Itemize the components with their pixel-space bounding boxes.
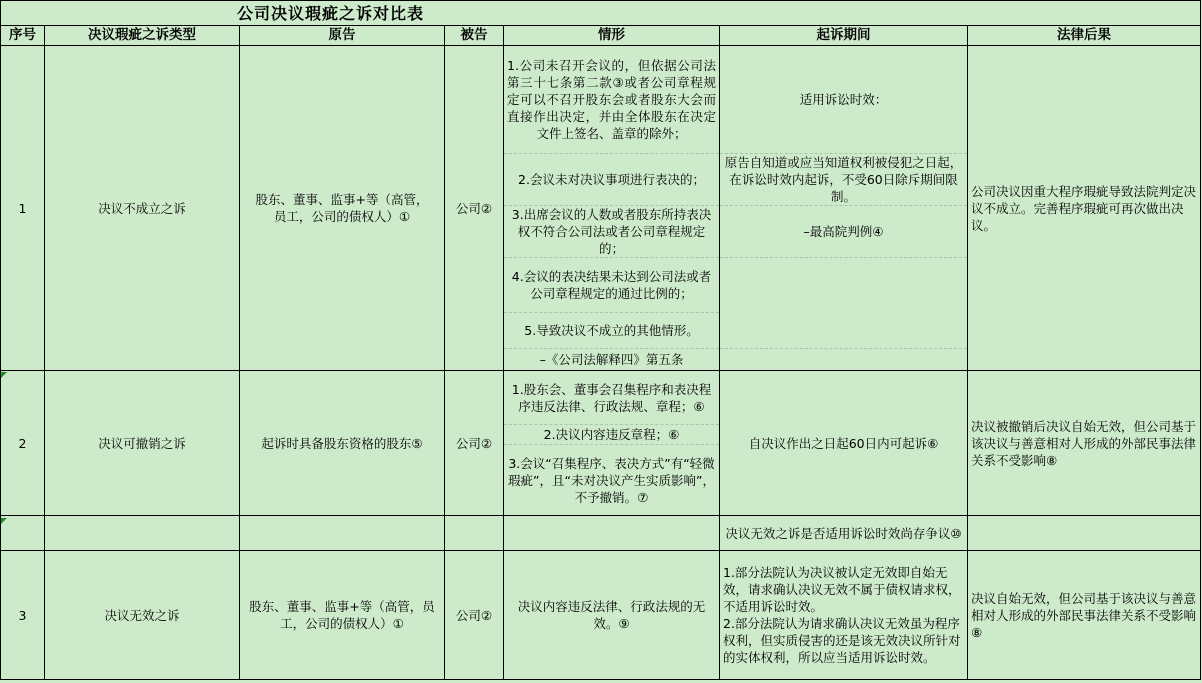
cell-situation[interactable]: 决议内容违反法律、行政法规的无效。⑨	[504, 551, 720, 680]
header-row	[1, 26, 1201, 46]
period-item	[720, 349, 967, 370]
cell-seq-blank[interactable]	[1, 516, 45, 551]
cell-period[interactable]: 1.部分法院认为决议被认定无效即自始无效，请求确认决议无效不属于债权请求权，不适用诉讼时效。 2.部分法院认为请求确认决议无效虽为程序权利，但实质侵害的还是该无效决议所针对的实体权利，所以应当适用诉讼时效。	[720, 551, 968, 680]
table-row	[1, 516, 1201, 551]
cell-type-blank[interactable]	[45, 516, 240, 551]
cell-plaintiff[interactable]: 股东、董事、监事+等（高管，员工，公司的债权人）①	[240, 46, 445, 371]
header-situation[interactable]: 情形	[504, 26, 720, 46]
table-row	[1, 371, 1201, 516]
title-blank-cell[interactable]	[968, 1, 1201, 26]
cell-defendant[interactable]: 公司②	[445, 551, 504, 680]
header-plaintiff[interactable]: 原告	[240, 26, 445, 46]
cell-seq[interactable]: 2	[1, 371, 45, 516]
table-row	[1, 551, 1201, 680]
header-defendant[interactable]: 被告	[445, 26, 504, 46]
period-item: –最高院判例④	[720, 206, 967, 258]
situation-item: 2.决议内容违反章程；⑥	[504, 425, 719, 445]
situation-item: 4.会议的表决结果未达到公司法或者公司章程规定的通过比例的；	[504, 258, 719, 313]
table-row	[1, 46, 1201, 371]
cell-plaintiff[interactable]: 起诉时具备股东资格的股东⑤	[240, 371, 445, 516]
header-consequence[interactable]: 法律后果	[968, 26, 1201, 46]
cell-period-note[interactable]: 决议无效之诉是否适用诉讼时效尚存争议⑩	[720, 516, 968, 551]
cell-situations[interactable]	[504, 46, 720, 371]
period-item: 原告自知道或应当知道权利被侵犯之日起，在诉讼时效内起诉，不受60日除斥期间限制。	[720, 154, 967, 206]
header-seq[interactable]: 序号	[1, 26, 45, 46]
situation-item: 3.出席会议的人数或者股东所持表决权不符合公司法或者公司章程规定的；	[504, 206, 719, 258]
cell-consequence[interactable]: 决议被撤销后决议自始无效，但公司基于该决议与善意相对人形成的外部民事法律关系不受影响⑧	[968, 371, 1201, 516]
cell-period[interactable]	[720, 46, 968, 371]
cell-type[interactable]: 决议不成立之诉	[45, 46, 240, 371]
table-title: 公司决议瑕疵之诉对比表	[1, 1, 968, 26]
situation-item: 3.会议“召集程序、表决方式”有“轻微瑕疵”，且“未对决议产生实质影响”，不予撤销。⑦	[508, 455, 715, 505]
cell-defendant-blank[interactable]	[445, 516, 504, 551]
cell-period[interactable]: 自决议作出之日起60日内可起诉⑥	[720, 371, 968, 516]
situation-source: –《公司法解释四》第五条	[539, 352, 684, 367]
cell-type[interactable]: 决议可撤销之诉	[45, 371, 240, 516]
cell-consequence[interactable]: 公司决议因重大程序瑕疵导致法院判定决议不成立。完善程序瑕疵可再次做出决议。	[968, 46, 1201, 371]
cell-defendant[interactable]: 公司②	[445, 46, 504, 371]
cell-consequence-blank[interactable]	[968, 516, 1201, 551]
cell-type[interactable]: 决议无效之诉	[45, 551, 240, 680]
comment-marker-icon	[1, 372, 7, 378]
header-type[interactable]: 决议瑕疵之诉类型	[45, 26, 240, 46]
cell-situations[interactable]	[504, 371, 720, 516]
period-item	[720, 258, 967, 349]
period-item: 适用诉讼时效：	[720, 46, 967, 154]
cell-seq[interactable]: 3	[1, 551, 45, 680]
situation-item: 1.股东会、董事会召集程序和表决程序违反法律、行政法规、章程；⑥	[504, 371, 719, 425]
title-row	[1, 1, 1201, 26]
cell-consequence[interactable]: 决议自始无效，但公司基于该决议与善意相对人形成的外部民事法律关系不受影响⑧	[968, 551, 1201, 680]
situation-item: 5.导致决议不成立的其他情形。	[504, 313, 719, 349]
comment-marker-icon	[1, 518, 7, 524]
cell-situation-blank[interactable]	[504, 516, 720, 551]
situation-item: 1.公司未召开会议的，但依据公司法第三十七条第二款③或者公司章程规定可以不召开股东会或者股东大会而直接作出决定，并由全体股东在决定文件上签名、盖章的除外；	[504, 46, 719, 154]
cell-defendant[interactable]: 公司②	[445, 371, 504, 516]
header-period[interactable]: 起诉期间	[720, 26, 968, 46]
cell-plaintiff[interactable]: 股东、董事、监事+等（高管，员工，公司的债权人）①	[240, 551, 445, 680]
cell-seq[interactable]: 1	[1, 46, 45, 371]
cell-plaintiff-blank[interactable]	[240, 516, 445, 551]
situation-item: 2.会议未对决议事项进行表决的；	[504, 154, 719, 206]
